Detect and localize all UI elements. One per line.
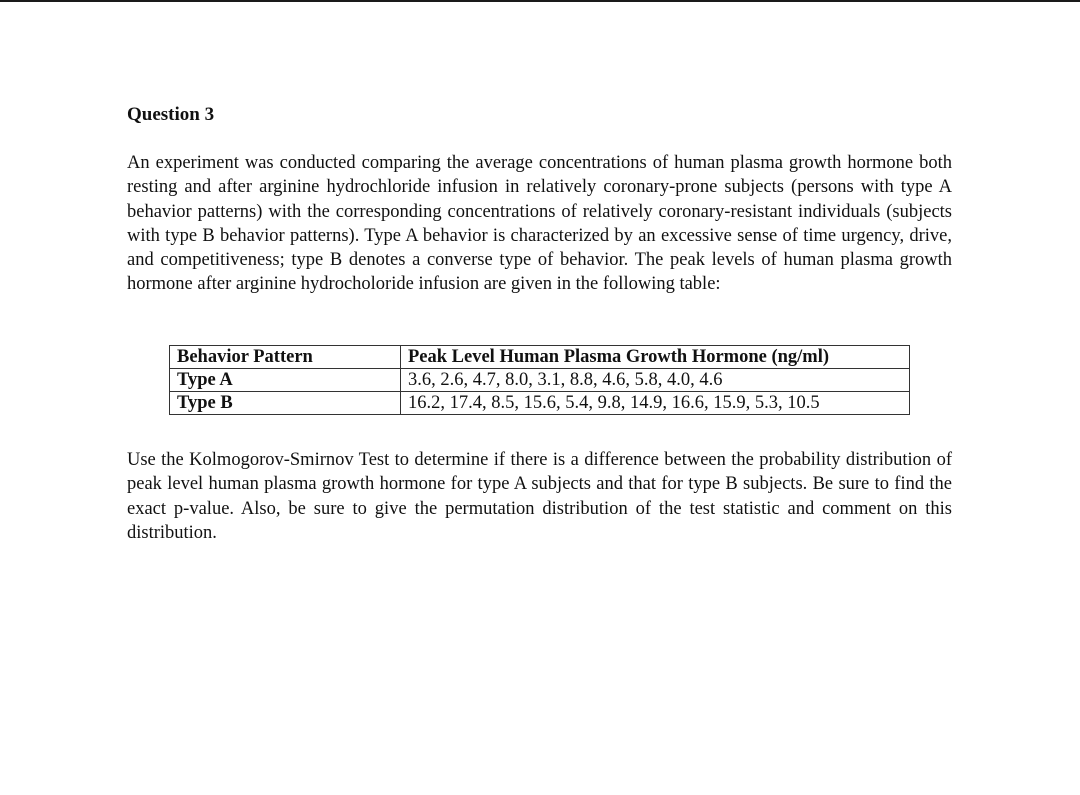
row-pattern-type-a: Type A (170, 369, 401, 392)
question-heading: Question 3 (127, 104, 215, 125)
instructions-paragraph: Use the Kolmogorov-Smirnov Test to determine if there is a difference between the probability distribution of peak level human plasma growth hormone for type A subjects and that for type B subjects. Be sure to find the exact p-value. Also, be sure to give the permutation distribution of the test statistic and comment on this distribution. (127, 450, 952, 543)
table-row (170, 369, 910, 392)
table-header-row (170, 346, 910, 369)
top-border-line (0, 0, 1080, 2)
intro-paragraph: An experiment was conducted comparing the average concentrations of human plasma growth hormone both resting and after arginine hydrochloride infusion in relatively coronary-prone subjects (persons with type A behavior patterns) with the corresponding concentrations of relatively coronary-resistant individuals (subjects with type B behavior patterns). Type A behavior is characterized by an excessive sense of time urgency, drive, and competitiveness; type B denotes a converse type of behavior. The peak levels of human plasma growth hormone after arginine hydrocholoride infusion are given in the following table: (127, 153, 952, 295)
table-row (170, 392, 910, 415)
row-values-type-a: 3.6, 2.6, 4.7, 8.0, 3.1, 8.8, 4.6, 5.8, 4.0, 4.6 (401, 369, 910, 392)
header-behavior-pattern: Behavior Pattern (170, 346, 401, 369)
header-peak-level: Peak Level Human Plasma Growth Hormone (ng/ml) (401, 346, 910, 369)
row-pattern-type-b: Type B (170, 392, 401, 415)
row-values-type-b: 16.2, 17.4, 8.5, 15.6, 5.4, 9.8, 14.9, 16.6, 15.9, 5.3, 10.5 (401, 392, 910, 415)
hormone-data-table (169, 345, 910, 415)
